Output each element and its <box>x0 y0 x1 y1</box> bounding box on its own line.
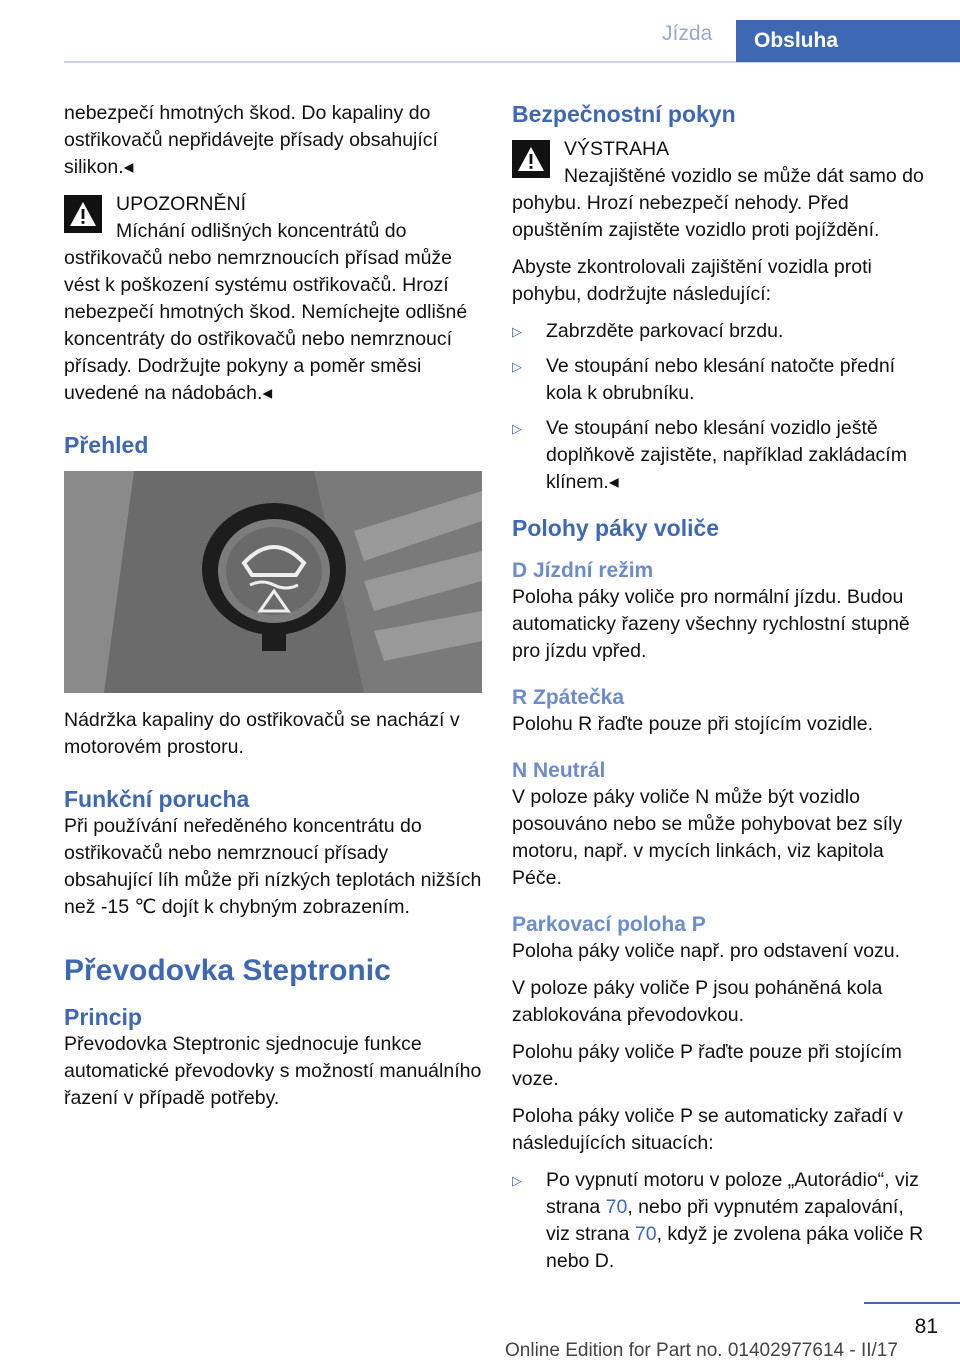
heading-prevodovka-steptronic: Převodovka Steptronic <box>64 954 391 987</box>
footer-rule <box>864 1302 960 1304</box>
heading-funkcni-porucha: Funkční porucha <box>64 786 250 812</box>
paragraph: Abyste zkontrolovali zajištění vozidla proti pohybu, dodržujte následující: <box>512 256 872 305</box>
list-item: ▷ Zabrzděte parkovací brzdu. <box>512 318 932 345</box>
tab-obsluha[interactable]: Obsluha <box>736 20 960 62</box>
list-item: ▷ Ve stoupání nebo klesání vozidlo ještě doplňkově zajistěte, například zakládacím klínem.◂ <box>512 417 907 493</box>
paragraph: Poloha páky voliče např. pro odstavení vozu. <box>512 940 901 962</box>
warning-text: Nezajištěné vozidlo se může dát samo do pohybu. Hrozí nebezpečí nehody. Před opuštěním zajistěte vozidlo proti pojíždění. <box>512 165 924 241</box>
page-number: 81 <box>914 1315 938 1338</box>
heading-bezpecnostni-pokyn: Bezpečnostní pokyn <box>512 101 736 127</box>
bullet-triangle-icon: ▷ <box>512 421 522 436</box>
heading-prehled: Přehled <box>64 432 149 458</box>
washer-reservoir-photo <box>64 471 482 693</box>
list-item: ▷ Po vypnutí motoru v poloze „Autorádio“, viz strana 70, nebo při vypnutém zapalování, viz strana 70, když je zvolena páka voliče R nebo D. <box>512 1169 924 1272</box>
tab-jizda[interactable]: Jízda <box>662 22 713 45</box>
warning-label: UPOZORNĚNÍ <box>116 193 247 215</box>
list-item: ▷ Ve stoupání nebo klesání natočte přední kola k obrubníku. <box>512 355 896 404</box>
warning-block <box>512 136 932 244</box>
page-link-70[interactable]: 70 <box>634 1223 657 1245</box>
heading-polohy-paky-volice: Polohy páky voliče <box>512 515 720 541</box>
heading-n-neutral: N Neutrál <box>512 759 606 782</box>
warning-triangle-icon <box>64 195 102 233</box>
bullet-list <box>512 318 932 496</box>
warning-block <box>64 191 482 407</box>
paragraph: Polohu páky voliče P řaďte pouze při stojícím voze. <box>512 1041 902 1090</box>
paragraph: Polohu R řaďte pouze při stojícím vozidle. <box>512 713 873 735</box>
paragraph: V poloze páky voliče P jsou poháněná kola zablokována převodovkou. <box>512 977 883 1026</box>
paragraph: Převodovka Steptronic sjednocuje funkce automatické převodovky s možností manuálního řazení v případě potřeby. <box>64 1033 482 1109</box>
bullet-triangle-icon: ▷ <box>512 359 522 374</box>
bullet-triangle-icon: ▷ <box>512 324 522 339</box>
warning-label: VÝSTRAHA <box>564 138 670 160</box>
photo-caption: Nádržka kapaliny do ostřikovačů se nachází v motorovém prostoru. <box>64 709 460 758</box>
right-column <box>512 100 932 1285</box>
paragraph: Poloha páky voliče pro normální jízdu. Budou automaticky řazeny všechny rychlostní stupně pro jízdu vpřed. <box>512 586 910 662</box>
footer-edition: Online Edition for Part no. 01402977614 - II/17 <box>505 1340 898 1361</box>
heading-d-jizdni-rezim: D Jízdní režim <box>512 559 654 582</box>
paragraph: Při používání neředěného koncentrátu do ostřikovačů nebo nemrznoucí přísady obsahující líh může při nízkých teplotách nižších než -15 ℃ dojít k chybným zobrazením. <box>64 815 482 918</box>
heading-princip: Princip <box>64 1004 142 1030</box>
paragraph: V poloze páky voliče N může být vozidlo posouváno nebo se může pohybovat bez síly motoru, např. v mycích linkách, viz kapitola Péče. <box>512 786 903 889</box>
left-column <box>64 100 482 1122</box>
paragraph: nebezpečí hmotných škod. Do kapaliny do ostřikovačů nepřidávejte přísady obsahující silikon.◂ <box>64 102 438 178</box>
warning-triangle-icon <box>512 140 550 178</box>
heading-r-zpatecka: R Zpátečka <box>512 686 625 709</box>
paragraph: Poloha páky voliče P se automaticky zařadí v následujících situacích: <box>512 1105 903 1154</box>
bullet-list <box>512 1167 932 1275</box>
warning-text: Míchání odlišných koncentrátů do ostřikovačů nebo nemrznoucích přísad může vést k poškození systému ostřikovačů. Hrozí nebezpečí hmotných škod. Nemíchejte odlišné koncentráty do ostřikovačů nebo nemrznoucí přísady. Dodržujte pokyny a poměr směsi uvedené na nádobách.◂ <box>64 220 468 404</box>
page-link-70[interactable]: 70 <box>605 1196 628 1218</box>
heading-parkovaci-poloha-p: Parkovací poloha P <box>512 913 706 936</box>
bullet-triangle-icon: ▷ <box>512 1173 522 1188</box>
